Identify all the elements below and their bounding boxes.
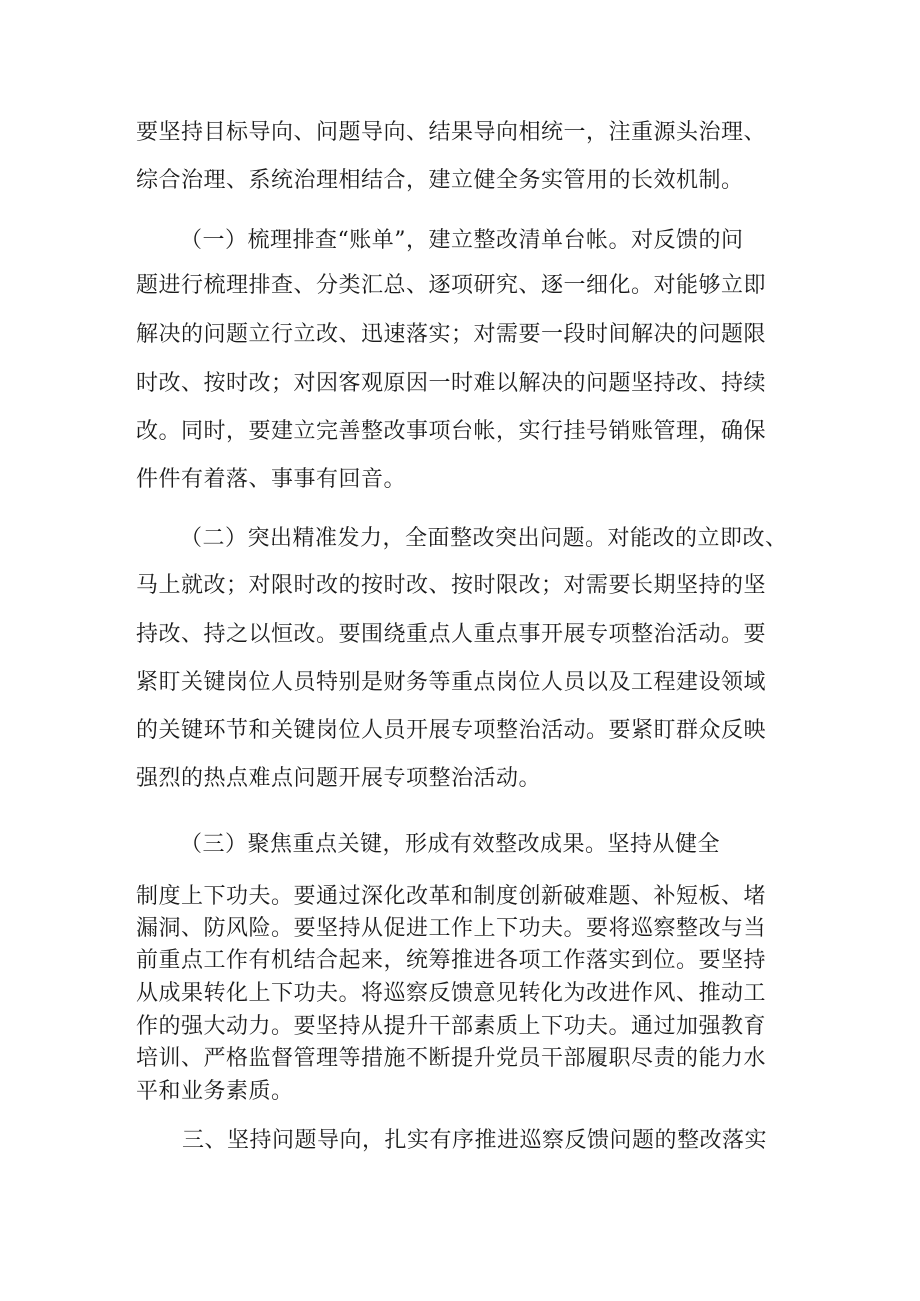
section-1-line: 解决的问题立行立改、迅速落实；对需要一段时间解决的问题限 [136,322,767,347]
section-2-line: 的关键环节和关键岗位人员开展专项整治活动。要紧盯群众反映 [136,718,767,743]
section-1-line: 题进行梳理排查、分类汇总、逐项研究、逐一细化。对能够立即 [136,273,767,298]
section-2-line: 紧盯关键岗位人员特别是财务等重点岗位人员以及工程建设领域 [136,670,767,695]
section-3-heading: （三）聚焦重点关键，形成有效整改成果。坚持从健全 [180,832,721,857]
section-2-line: 马上就改；对限时改的按时改、按时限改；对需要长期坚持的坚 [136,573,767,598]
section-1-line: 改。同时，要建立完善整改事项台帐，实行挂号销账管理，确保 [136,419,767,444]
section-3-line: 漏洞、防风险。要坚持从促进工作上下功夫。要将巡察整改与当 [136,916,767,941]
section-3-line: 制度上下功夫。要通过深化改革和制度创新破难题、补短板、堵 [136,884,767,909]
intro-line: 要坚持目标导向、问题导向、结果导向相统一，注重源头治理、 [136,120,767,145]
section-3-line: 作的强大动力。要坚持从提升干部素质上下功夫。通过加强教育 [136,1014,767,1039]
section-1-line: 时改、按时改；对因客观原因一时难以解决的问题坚持改、持续 [136,371,767,396]
section-3-line: 前重点工作有机结合起来，统筹推进各项工作落实到位。要坚持 [136,948,767,973]
section-2-line: （二）突出精准发力，全面整改突出问题。对能改的立即改、 [180,526,788,551]
section-1-line: 件件有着落、事事有回音。 [136,467,407,492]
section-heading-three: 三、坚持问题导向，扎实有序推进巡察反馈问题的整改落实 [182,1128,768,1153]
section-3-line: 培训、严格监督管理等措施不断提升党员干部履职尽责的能力水 [136,1046,767,1071]
section-3-line: 从成果转化上下功夫。将巡察反馈意见转化为改进作风、推动工 [136,981,767,1006]
section-1-line: （一）梳理排查“账单”，建立整改清单台帐。对反馈的问 [180,228,744,253]
intro-line: 综合治理、系统治理相结合，建立健全务实管用的长效机制。 [136,168,744,193]
section-2-line: 持改、持之以恒改。要围绕重点人重点事开展专项整治活动。要 [136,622,767,647]
section-2-line: 强烈的热点难点问题开展专项整治活动。 [136,766,542,791]
section-3-line: 平和业务素质。 [136,1079,294,1104]
